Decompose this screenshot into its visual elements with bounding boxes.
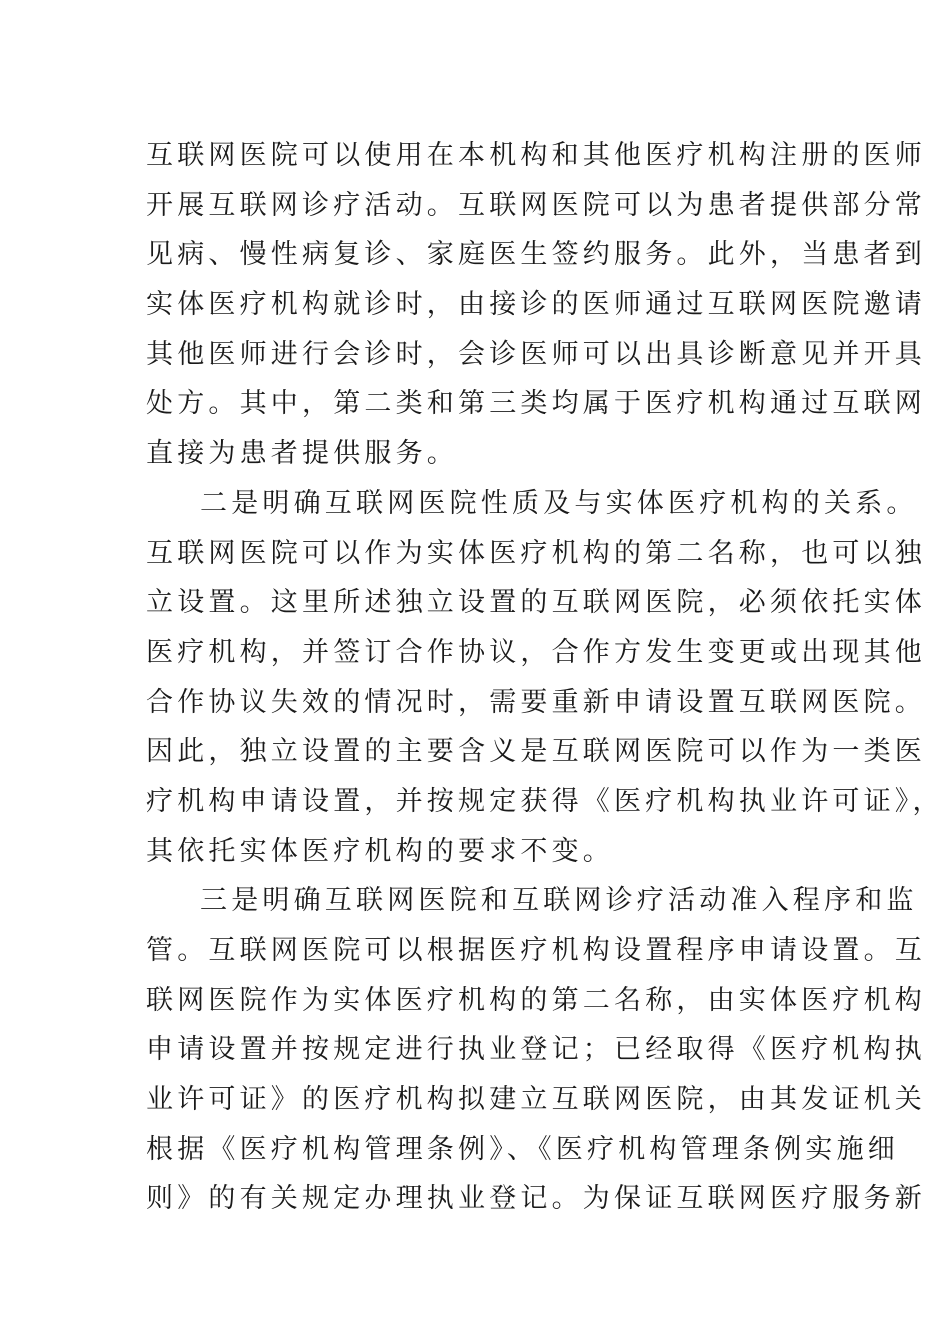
text-line: 合作协议失效的情况时，需要重新申请设置互联网医院。 [146,686,926,718]
text-line: 其依托实体医疗机构的要求不变。 [146,835,614,867]
text-line: 实体医疗机构就诊时，由接诊的医师通过互联网医院邀请 [146,289,926,321]
text-line: 则》的有关规定办理执业登记。为保证互联网医疗服务新 [146,1183,926,1215]
text-line: 业许可证》的医疗机构拟建立互联网医院，由其发证机关 [146,1084,926,1116]
text-line: 见病、慢性病复诊、家庭医生签约服务。此外，当患者到 [146,239,926,271]
body-text [146,131,944,1224]
text-line: 联网医院作为实体医疗机构的第二名称，由实体医疗机构 [146,984,926,1016]
text-line: 开展互联网诊疗活动。互联网医院可以为患者提供部分常 [146,189,926,221]
text-line: 申请设置并按规定进行执业登记；已经取得《医疗机构执 [146,1034,926,1066]
text-line: 立设置。这里所述独立设置的互联网医院，必须依托实体 [146,587,926,619]
text-line: 管。互联网医院可以根据医疗机构设置程序申请设置。互 [146,935,926,966]
text-line: 其他医师进行会诊时，会诊医师可以出具诊断意见并开具 [146,338,926,370]
paragraph-start-line: 三是明确互联网医院和互联网诊疗活动准入程序和监 [200,885,918,917]
text-line: 处方。其中，第二类和第三类均属于医疗机构通过互联网 [146,388,926,420]
text-line: 根据《医疗机构管理条例》、《医疗机构管理条例实施细 [146,1133,899,1165]
text-line: 互联网医院可以使用在本机构和其他医疗机构注册的医师 [146,140,926,171]
text-line: 互联网医院可以作为实体医疗机构的第二名称，也可以独 [146,537,926,569]
paragraph-start-line: 二是明确互联网医院性质及与实体医疗机构的关系。 [200,487,918,519]
text-line: 直接为患者提供服务。 [146,438,458,470]
text-line: 因此，独立设置的主要含义是互联网医院可以作为一类医 [146,736,926,768]
text-line: 医疗机构，并签订合作协议，合作方发生变更或出现其他 [146,636,926,668]
text-line: 疗机构申请设置，并按规定获得《医疗机构执业许可证》， [146,785,944,817]
